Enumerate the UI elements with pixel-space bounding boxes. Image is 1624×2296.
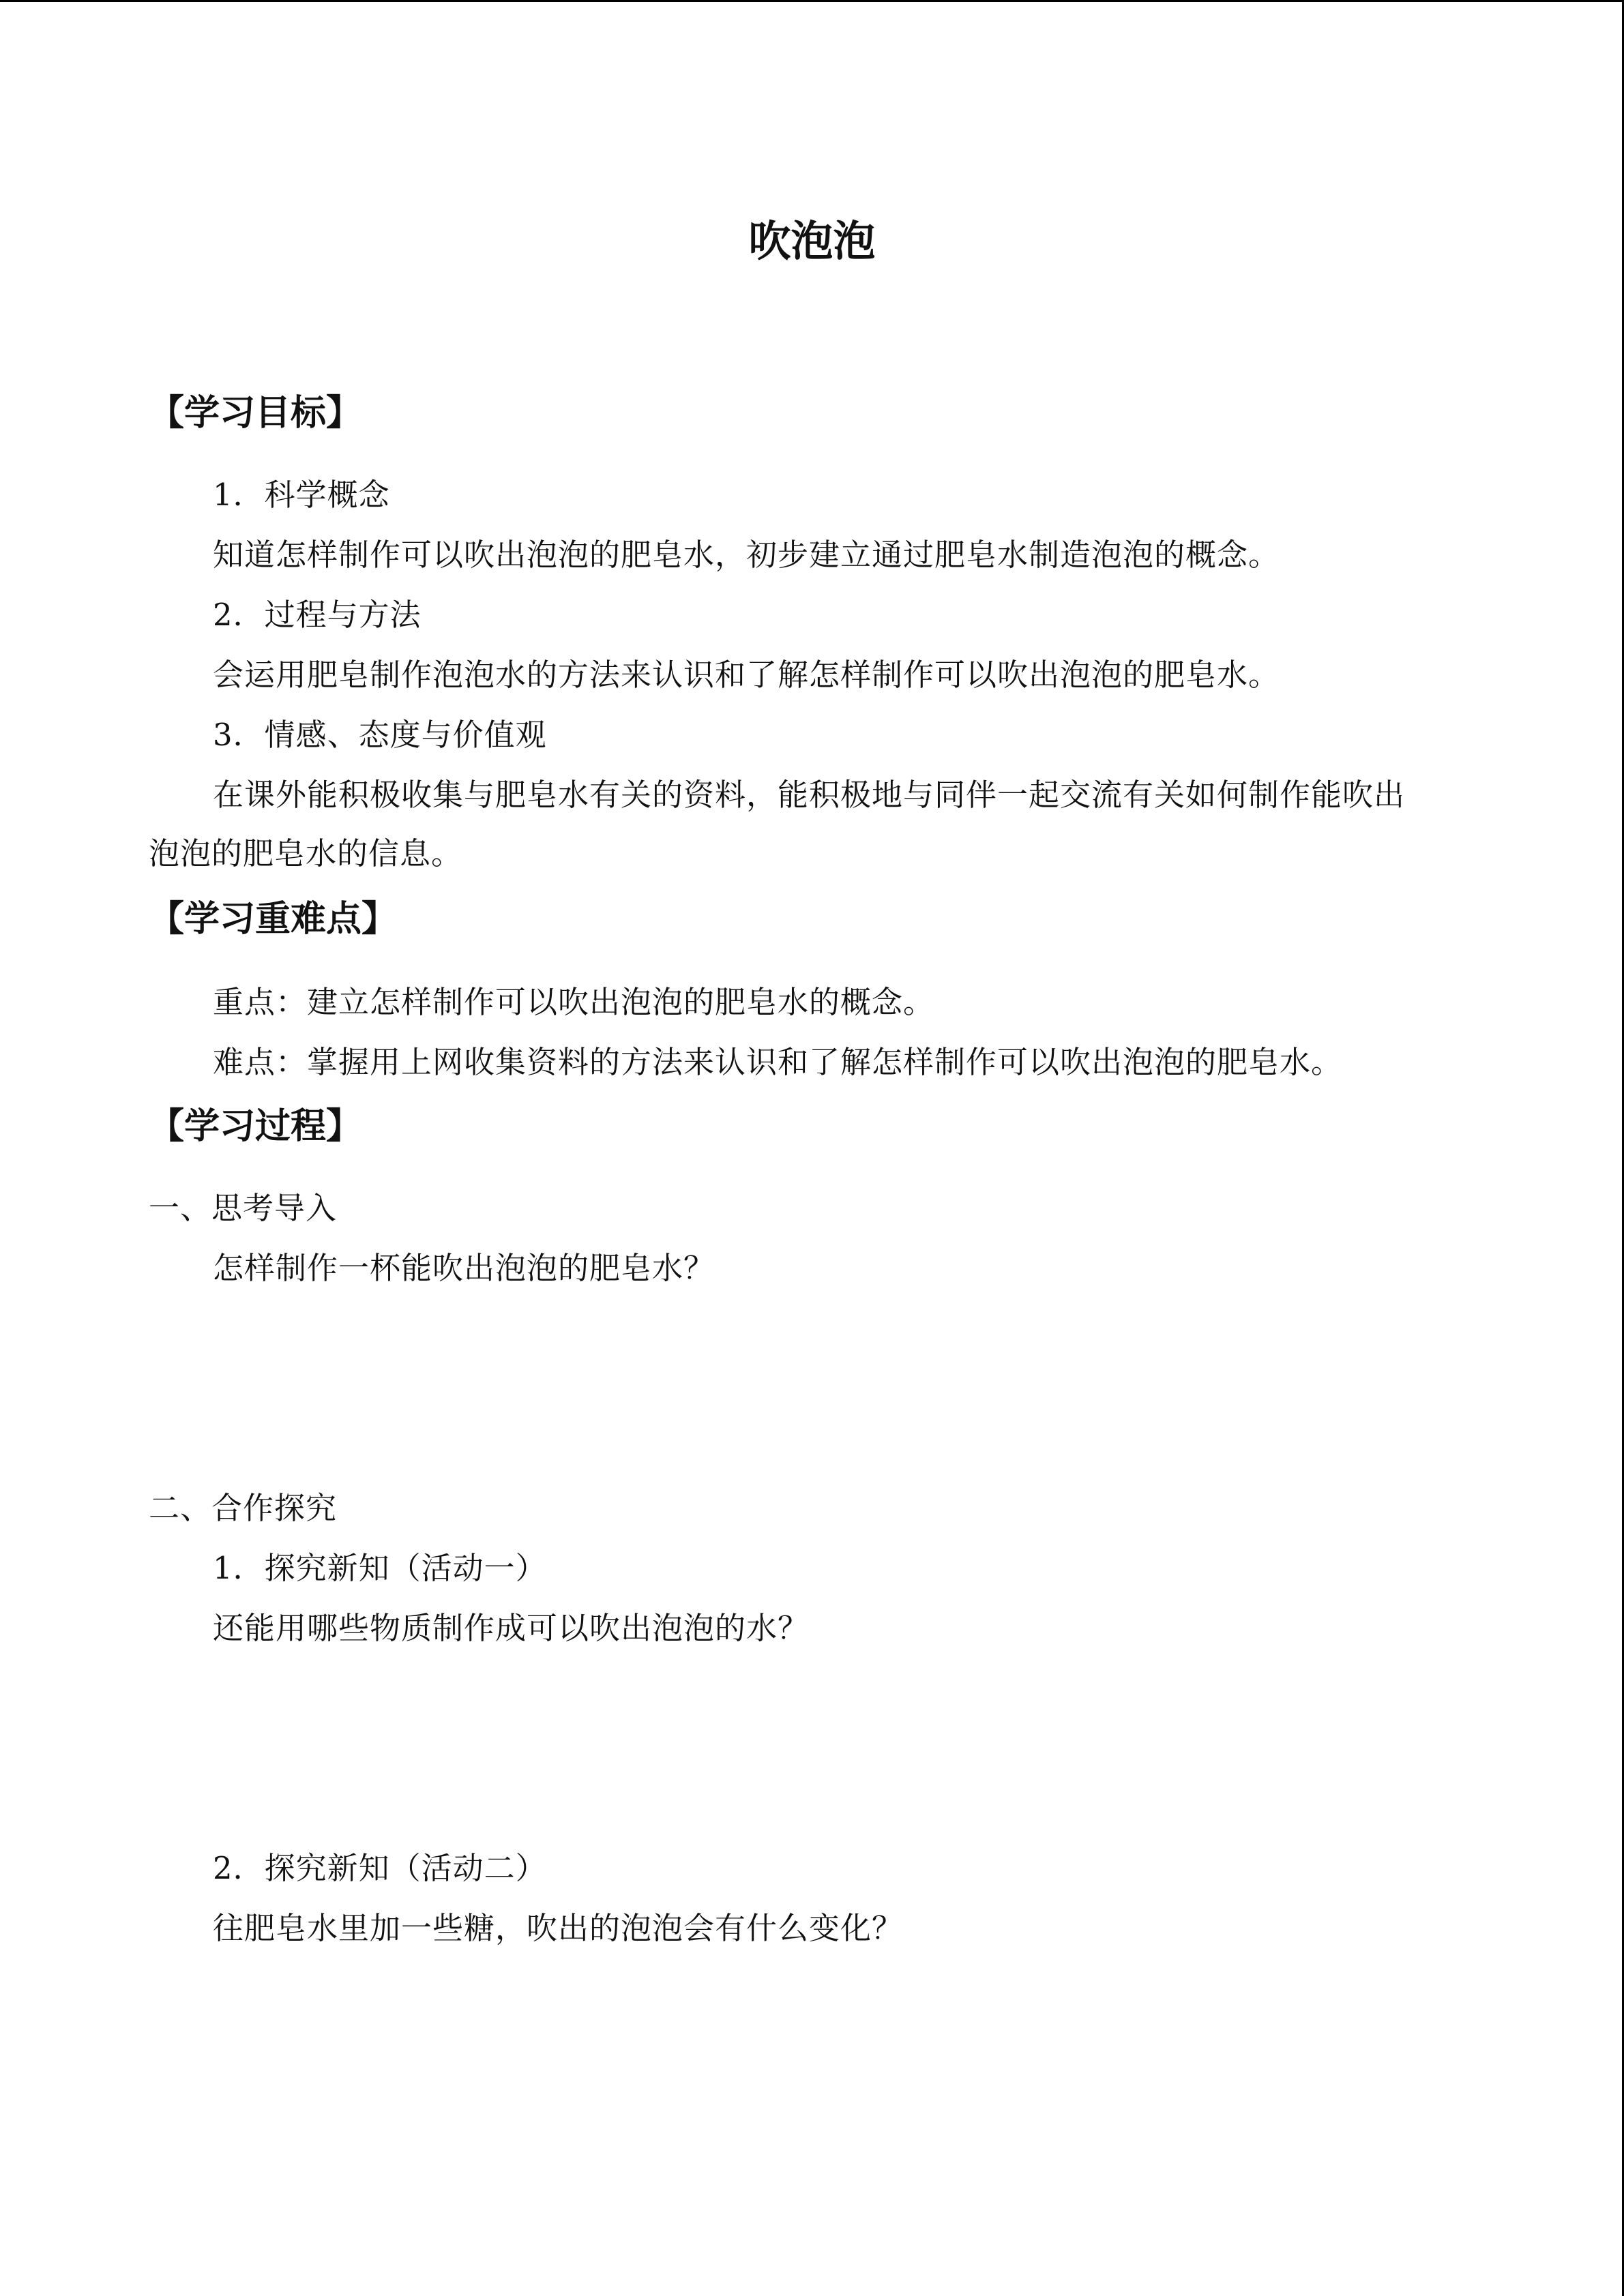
- objective-1-label: 1．科学概念: [213, 477, 390, 513]
- part1-title: 一、思考导入: [149, 1190, 338, 1226]
- document-title: 吹泡泡: [748, 216, 876, 266]
- objective-3-text-line2: 泡泡的肥皂水的信息。: [149, 835, 463, 871]
- objective-3-label: 3．情感、态度与价值观: [213, 717, 547, 753]
- activity1-title: 1．探究新知（活动一）: [213, 1550, 547, 1586]
- objective-2-label: 2．过程与方法: [213, 597, 422, 633]
- part2-title: 二、合作探究: [149, 1490, 338, 1526]
- difficulty-text: 难点：掌握用上网收集资料的方法来认识和了解怎样制作可以吹出泡泡的肥皂水。: [213, 1044, 1343, 1080]
- objective-3-text-line1: 在课外能积极收集与肥皂水有关的资料，能积极地与同伴一起交流有关如何制作能吹出: [213, 777, 1406, 813]
- key-points-heading: 【学习重难点】: [149, 899, 398, 940]
- part1-question: 怎样制作一杯能吹出泡泡的肥皂水？: [213, 1250, 715, 1286]
- objective-2-text: 会运用肥皂制作泡泡水的方法来认识和了解怎样制作可以吹出泡泡的肥皂水。: [213, 657, 1280, 693]
- activity2-question: 往肥皂水里加一些糖，吹出的泡泡会有什么变化？: [213, 1910, 904, 1946]
- objectives-heading: 【学习目标】: [149, 393, 362, 434]
- key-point-text: 重点：建立怎样制作可以吹出泡泡的肥皂水的概念。: [213, 984, 935, 1020]
- activity1-question: 还能用哪些物质制作成可以吹出泡泡的水？: [213, 1610, 810, 1646]
- process-heading: 【学习过程】: [149, 1106, 362, 1147]
- activity2-title: 2．探究新知（活动二）: [213, 1850, 547, 1886]
- objective-1-text: 知道怎样制作可以吹出泡泡的肥皂水，初步建立通过肥皂水制造泡泡的概念。: [213, 537, 1280, 573]
